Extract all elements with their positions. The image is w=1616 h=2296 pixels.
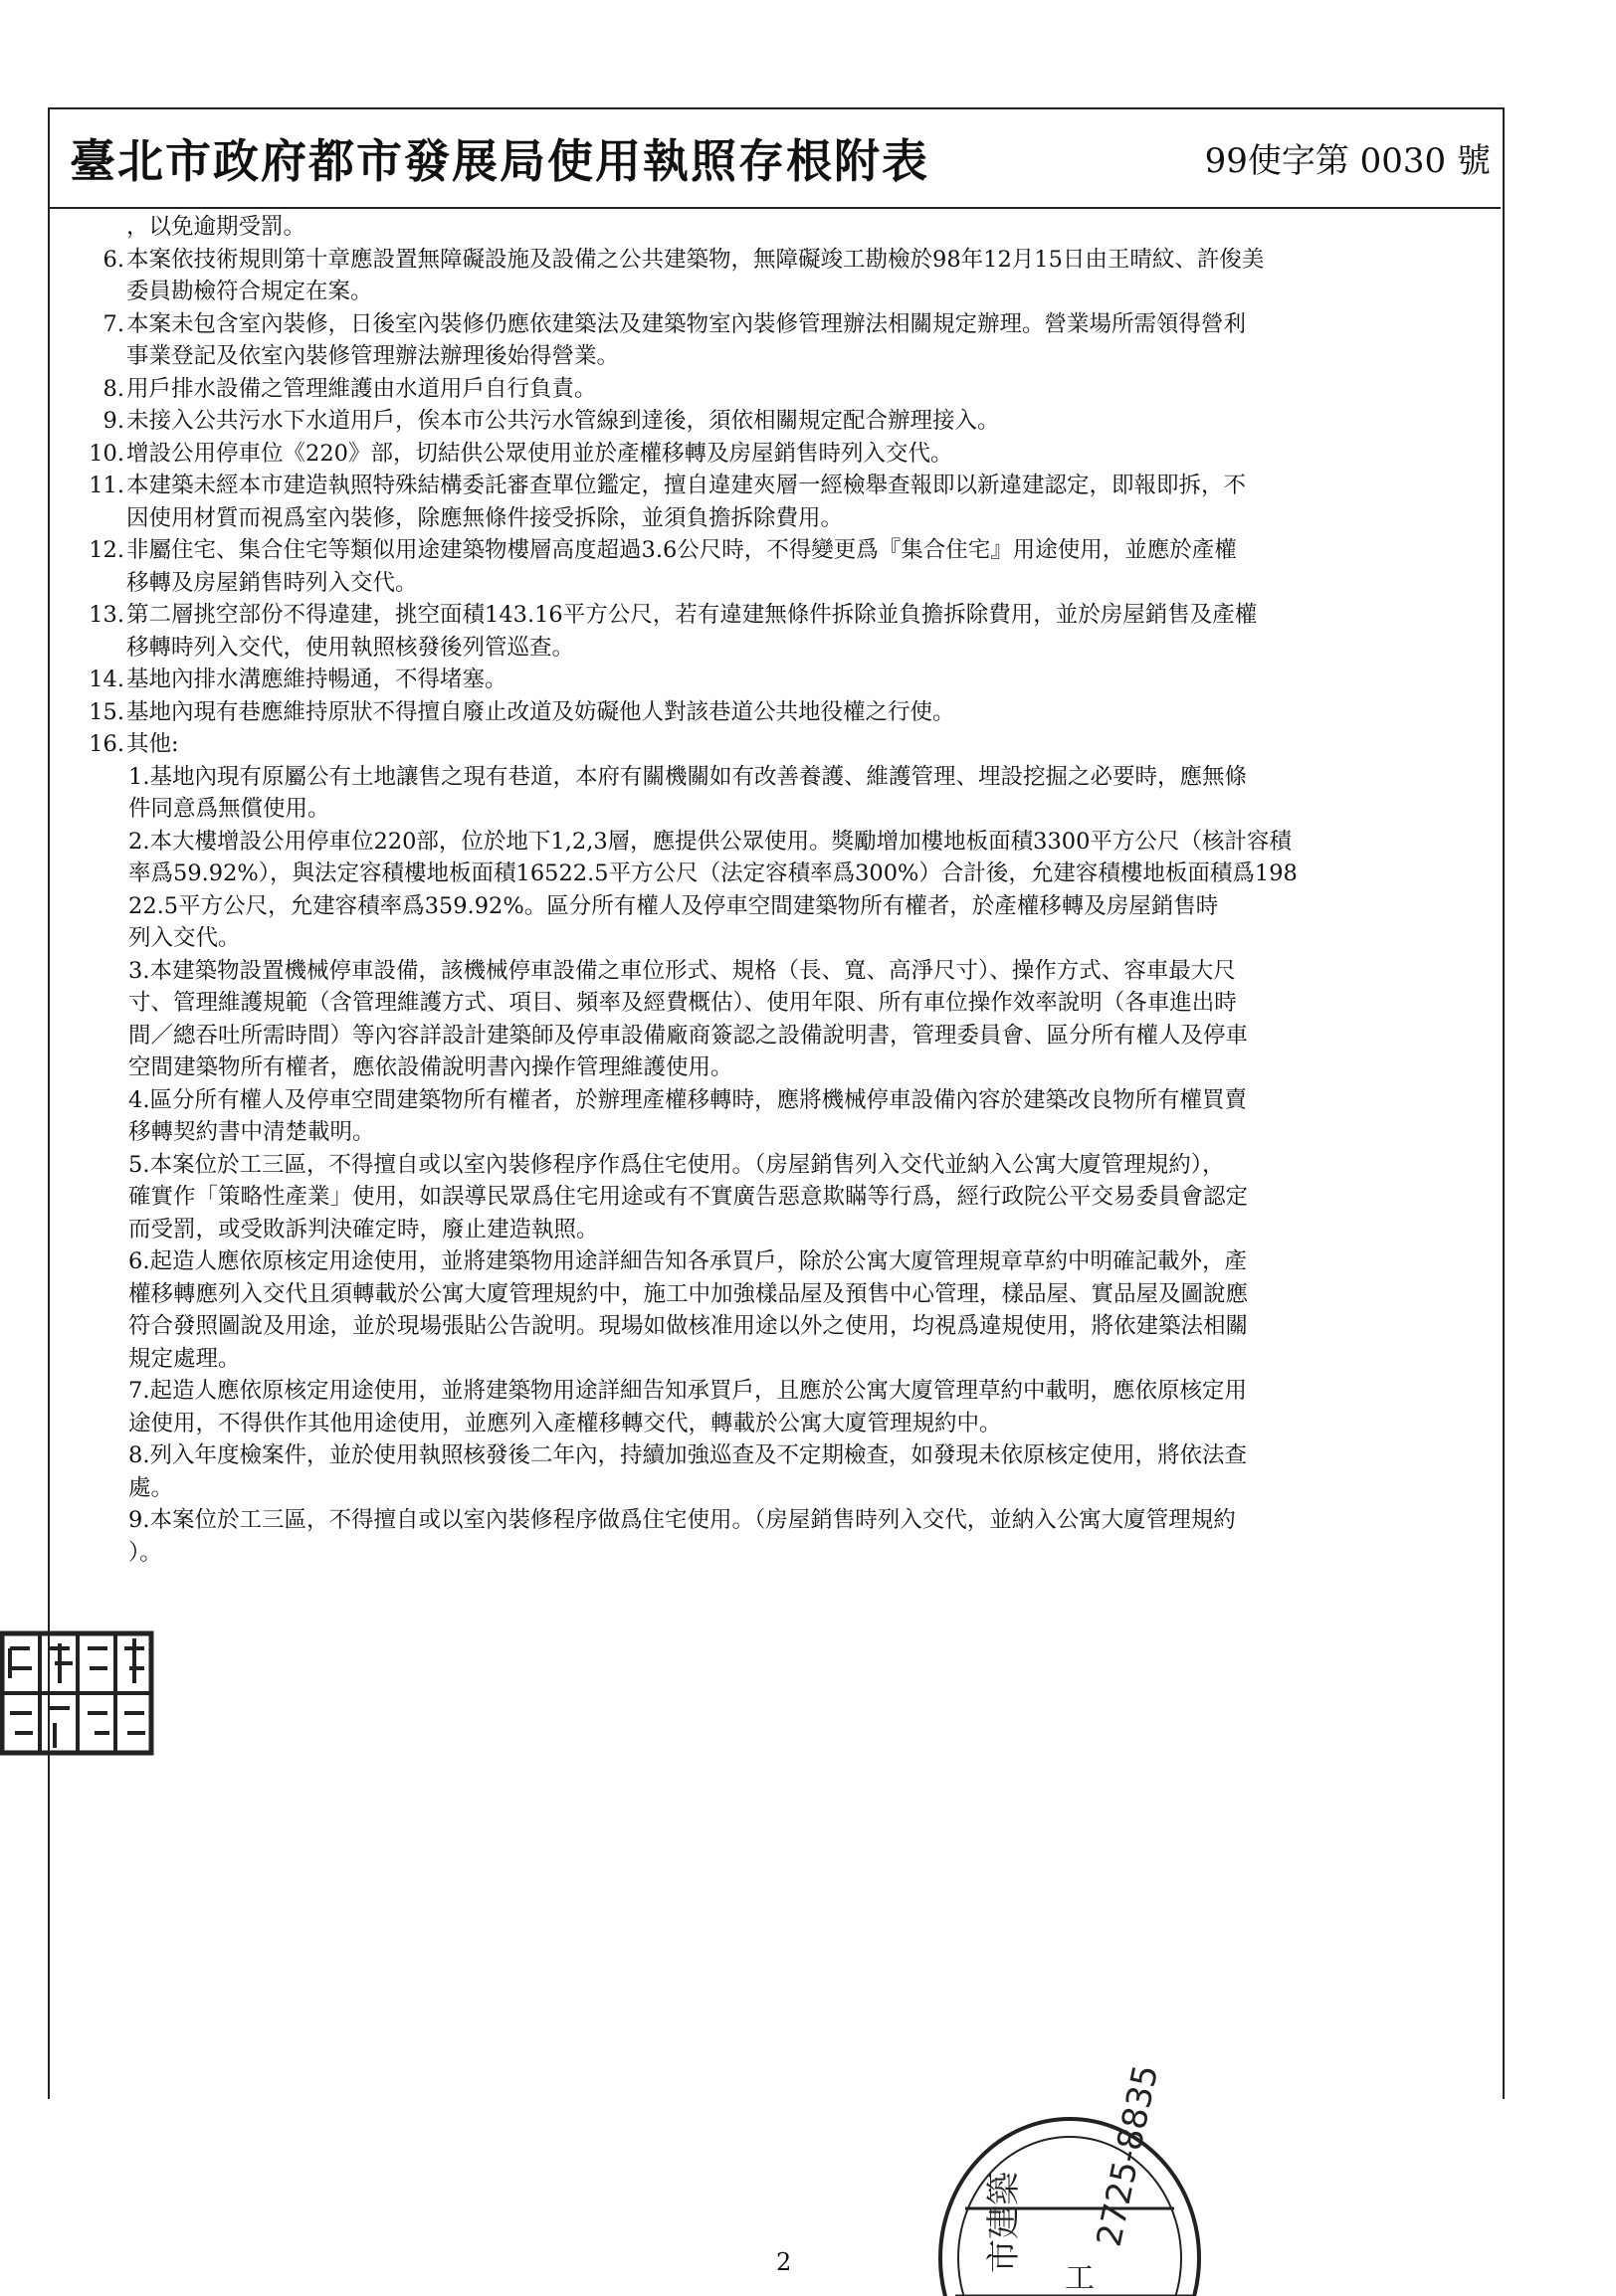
sub-clause-item: 7.起造人應依原核定用途使用，並將建築物用途詳細告知承買戶，且應於公寓大廈管理草約中載明，應依原核定用	[128, 1378, 1247, 1404]
clause-item	[85, 696, 1517, 729]
clause-text: 其他:	[126, 731, 179, 757]
clause-number: 16.	[89, 731, 124, 757]
clause-continuation	[85, 276, 1517, 308]
sub-clause-item: 4.區分所有權人及停車空間建築物所有權者，於辦理產權移轉時，應將機械停車設備內容於建築改良物所有權買賣	[128, 1086, 1247, 1113]
clause-number: 15.	[89, 698, 124, 725]
document-title: 臺北市政府都市發展局使用執照存根附表	[70, 134, 929, 188]
clause-text: 移轉及房屋銷售時列入交代。	[126, 569, 418, 596]
document-body	[85, 211, 1517, 1569]
clause-number: 10.	[89, 440, 124, 467]
sub-clause-continuation: 件同意爲無償使用。	[128, 796, 330, 822]
clause-item	[85, 308, 1517, 341]
svg-text:工: 工	[1065, 2261, 1095, 2296]
clause-list	[85, 244, 1517, 761]
clause-number: 6.	[102, 246, 124, 273]
clause-text: 本建築未經本市建造執照特殊結構委託審查單位鑑定，擅自違建夾層一經檢舉查報即以新違建認定，即報即拆，不	[126, 473, 1247, 498]
sub-clause-continuation: 寸、管理維護規範（含管理維護方式、項目、頻率及經費概估）、使用年限、所有車位操作效率說明（各車進出時	[128, 990, 1237, 1016]
clause-number: 14.	[89, 667, 124, 692]
clause-item	[85, 373, 1517, 406]
clause-text: 基地內現有巷應維持原狀不得擅自廢止改道及妨礙他人對該巷道公共地役權之行使。	[126, 698, 955, 725]
seal-stamp-left	[0, 1624, 159, 1763]
clause-continuation	[85, 502, 1517, 535]
sub-clause-continuation: 而受罰，或受敗訴判決確定時，廢止建造執照。	[128, 1216, 599, 1243]
sub-clause-continuation: 率爲59.92%），與法定容積樓地板面積16522.5平方公尺（法定容積率爲300%）合計後，允建容積樓地板面積爲198	[128, 861, 1298, 886]
clause-number	[85, 276, 126, 308]
clause-text: 本案未包含室內裝修，日後室內裝修仍應依建築法及建築物室內裝修管理辦法相關規定辦理。營業場所需領得營利	[126, 310, 1247, 337]
clause-number	[85, 632, 126, 665]
sub-clause-item: 6.起造人應依原核定用途使用，並將建築物用途詳細告知各承買戶，除於公寓大廈管理規章草約中明確記載外，產	[128, 1248, 1247, 1274]
clause-number: 13.	[89, 602, 124, 628]
clause-text: 基地內排水溝應維持暢通，不得堵塞。	[126, 667, 507, 692]
clause-text: 未接入公共污水下水道用戶，俟本市公共污水管線到達後，須依相關規定配合辦理接入。	[126, 408, 1000, 434]
clause-text: 移轉時列入交代，使用執照核發後列管巡查。	[126, 634, 575, 661]
clause-text: 增設公用停車位《220》部，切結供公眾使用並於產權移轉及房屋銷售時列入交代。	[126, 440, 953, 467]
sub-clause-continuation: 途使用，不得供作其他用途使用，並應列入產權移轉交代，轉載於公寓大廈管理規約中。	[128, 1410, 1002, 1436]
sub-clause-item: 2.本大樓增設公用停車位220部，位於地下1,2,3層，應提供公眾使用。獎勵增加樓地板面積3300平方公尺（核計容積	[128, 828, 1292, 855]
clause-continuation	[85, 567, 1517, 600]
sub-clause-item: 1.基地內現有原屬公有土地讓售之現有巷道，本府有關機關如有改善養護、維護管理、埋設挖掘之必要時，應無條	[128, 763, 1247, 790]
clause-item	[85, 599, 1517, 632]
clause-text: 本案依技術規則第十章應設置無障礙設施及設備之公共建築物，無障礙竣工勘檢於98年12月15日由王晴紋、許俊美	[126, 246, 1265, 273]
sub-clause-continuation: 確實作「策略性產業」使用，如誤導民眾爲住宅用途或有不實廣告惡意欺瞞等行爲，經行政院公平交易委員會認定	[128, 1184, 1249, 1210]
intro-text: ，以免逾期受罰。	[126, 214, 306, 240]
permit-number: 99使字第 0030 號	[1204, 141, 1491, 181]
sub-clause-continuation: 規定處理。	[128, 1345, 241, 1372]
sub-clause-item: 5.本案位於工三區，不得擅自或以室內裝修程序作爲住宅使用。（房屋銷售列入交代並納入公寓大廈管理規約），	[128, 1151, 1225, 1178]
seal-stamp-bottom	[896, 2049, 1204, 2296]
clause-number	[85, 502, 126, 535]
clause-item	[85, 534, 1517, 567]
clause-item	[85, 438, 1517, 471]
sub-clause-item: 9.本案位於工三區，不得擅自或以室內裝修程序做爲住宅使用。（房屋銷售時列入交代，並納入公寓大廈管理規約	[128, 1507, 1236, 1533]
other-clause-list	[85, 761, 1517, 1570]
sub-clause-continuation: 權移轉應列入交代且須轉載於公寓大廈管理規約中，施工中加強樣品屋及預售中心管理，樣品屋、實品屋及圖說應	[128, 1280, 1249, 1307]
seal-phone-text: 2725-8835	[1089, 2061, 1167, 2250]
clause-number: 8.	[102, 375, 124, 402]
clause-text: 非屬住宅、集合住宅等類似用途建築物樓層高度超過3.6公尺時，不得變更爲『集合住宅』用途使用，並應於產權	[126, 537, 1237, 563]
sub-clause-continuation: 處。	[128, 1474, 174, 1501]
clause-item	[85, 728, 1517, 761]
clause-number: 9.	[102, 408, 124, 434]
sub-clause-continuation: 22.5平方公尺，允建容積率爲359.92%。區分所有權人及停車空間建築物所有權者，於產權移轉及房屋銷售時	[128, 892, 1219, 919]
svg-text:市建築: 市建築	[984, 2172, 1024, 2273]
page-number: 2	[776, 2248, 792, 2276]
clause-text: 因使用材質而視爲室內裝修，除應無條件接受拆除，並須負擔拆除費用。	[126, 504, 844, 531]
clause-number: 7.	[102, 310, 124, 337]
sub-clause-continuation: 符合發照圖說及用途，並於現場張貼公告說明。現場如做核准用途以外之使用，均視爲違規使用，將依建築法相關	[128, 1313, 1249, 1339]
clause-item	[85, 470, 1517, 502]
clause-number	[85, 567, 126, 600]
intro-line	[85, 211, 1517, 244]
clause-number	[85, 340, 126, 373]
sub-clause-continuation: 間／總吞吐所需時間）等內容詳設計建築師及停車設備廠商簽認之設備說明書，管理委員會、區分所有權人及停車	[128, 1022, 1249, 1049]
sub-clause-continuation: 列入交代。	[128, 925, 241, 951]
clause-continuation	[85, 632, 1517, 665]
clause-text: 委員勘檢符合規定在案。	[126, 279, 373, 304]
clause-text: 用戶排水設備之管理維護由水道用戶自行負責。	[126, 375, 597, 402]
clause-item	[85, 664, 1517, 696]
sub-clause-item: 8.列入年度檢案件，並於使用執照核發後二年內，持續加強巡查及不定期檢查，如發現未依原核定使用，將依法查	[128, 1442, 1247, 1468]
sub-clause-continuation: 移轉契約書中清楚載明。	[128, 1119, 375, 1145]
document-header	[48, 107, 1501, 209]
clause-text: 第二層挑空部份不得違建，挑空面積143.16平方公尺，若有違建無條件拆除並負擔拆除費用，並於房屋銷售及產權	[126, 602, 1258, 628]
clause-number: 12.	[89, 537, 124, 563]
clause-text: 事業登記及依室內裝修管理辦法辦理後始得營業。	[126, 343, 620, 369]
clause-continuation	[85, 340, 1517, 373]
clause-item	[85, 405, 1517, 438]
clause-number: 11.	[89, 473, 124, 498]
sub-clause-item: 3.本建築物設置機械停車設備，該機械停車設備之車位形式、規格（長、寬、高淨尺寸）、操作方式、容車最大尺	[128, 957, 1236, 984]
sub-clause-continuation: 空間建築物所有權者，應依設備說明書內操作管理維護使用。	[128, 1054, 733, 1080]
sub-clause-continuation: ）。	[128, 1539, 162, 1566]
clause-item	[85, 244, 1517, 277]
